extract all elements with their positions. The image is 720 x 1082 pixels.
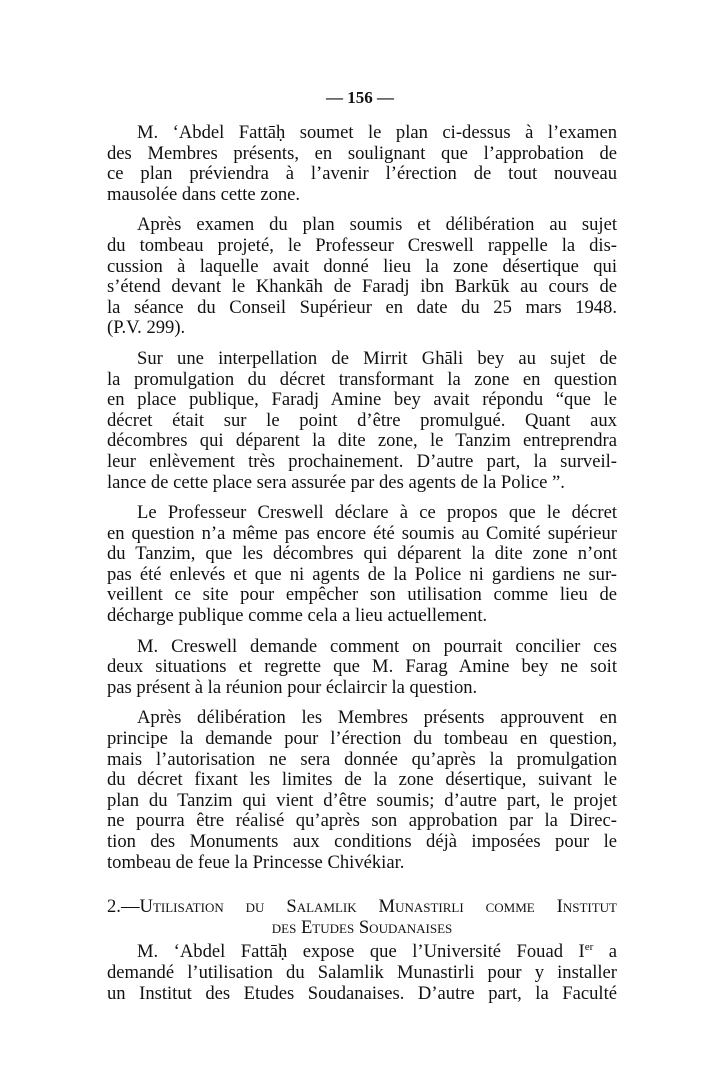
text-line: deux situations et regrette que M. Farag Amine bey ne soit [107, 656, 617, 678]
text-line: mais l’autorisation ne sera donnée qu’après la promulgation [107, 748, 617, 770]
text-line: mausolée dans cette zone. [107, 183, 301, 205]
paragraph [107, 503, 617, 627]
text-segment: M. ‘Abdel Fattāḥ expose que l’Université Fouad I [137, 941, 585, 963]
text-line: M. Creswell demande comment on pourrait concilier ces [137, 635, 617, 657]
text-line: ne pourra être réalisé qu’après son approbation par la Direc- [107, 810, 617, 832]
text-line: M. ‘Abdel Fattāḥ soumet le plan ci-dessus à l’examen [137, 122, 617, 143]
paragraphs [107, 123, 617, 873]
text-line: décret était sur le point d’être promulgué. Quant aux [107, 409, 617, 431]
text-line: Après examen du plan soumis et délibération au sujet [137, 214, 617, 236]
text-line: la séance du Conseil Supérieur en date du 25 mars 1948. [107, 296, 617, 318]
text-line: en place publique, Faradj Amine bey avait répondu “que le [107, 389, 617, 411]
section-heading-line: des Etudes Soudanaises [271, 916, 453, 938]
text-line: Le Professeur Creswell déclare à ce propos que le décret [137, 502, 617, 524]
text-segment: a [593, 941, 617, 963]
text-line: décharge publique comme cela a lieu actuellement. [107, 605, 488, 627]
section-heading-line: 2.—Utilisation du Salamlik Munastirli comme Institut [107, 896, 617, 918]
text-line: décombres qui déparent la dite zone, le Tanzim entreprendra [107, 430, 617, 452]
text-line: un Institut des Etudes Soudanaises. D’autre part, la Faculté [107, 982, 617, 1004]
text-line: Sur une interpellation de Mirrit Ghāli bey au sujet de [137, 347, 617, 369]
text-line: du tombeau projeté, le Professeur Creswell rappelle la dis- [107, 234, 617, 256]
text-line: s’étend devant le Khankāh de Faradj ibn Barkūk au cours de [107, 276, 617, 298]
text-line [107, 942, 617, 963]
text-line: principe la demande pour l’érection du tombeau en question, [107, 728, 617, 750]
page-body [107, 123, 617, 1004]
paragraph [107, 123, 617, 205]
section-heading [107, 897, 617, 938]
text-line: pas présent à la réunion pour éclaircir la question. [107, 676, 478, 698]
paragraph [107, 708, 617, 873]
text-line: tombeau de feue la Princesse Chivékiar. [107, 851, 405, 873]
text-line: veillent ce site pour empêcher son utilisation comme lieu de [107, 584, 617, 606]
text-line: tion des Monuments aux conditions déjà imposées pour le [107, 831, 617, 852]
paragraph [107, 349, 617, 493]
text-line: du Tanzim, que les décombres qui déparent la dite zone n’ont [107, 543, 617, 565]
text-line: cussion à laquelle avait donné lieu la zone désertique qui [107, 255, 617, 277]
text-line: des Membres présents, en soulignant que l’approbation de [107, 142, 617, 164]
text-line: demandé l’utilisation du Salamlik Munastirli pour y installer [107, 961, 617, 983]
text-line: lance de cette place sera assurée par des agents de la Police ”. [107, 471, 565, 493]
text-line: du décret fixant les limites de la zone désertique, suivant le [107, 769, 617, 791]
text-line: la promulgation du décret transformant la zone en question [107, 368, 617, 390]
page-number: — 156 — [326, 88, 394, 107]
paragraph [107, 942, 617, 1004]
text-line: pas été enlevés et que ni agents de la Police ni gardiens ne sur- [107, 563, 617, 585]
paragraph [107, 637, 617, 699]
text-line: Après délibération les Membres présents approuvent en [137, 707, 617, 729]
text-line: ce plan préviendra à l’avenir l’érection de tout nouveau [107, 163, 617, 185]
text-line: en question n’a même pas encore été soumis au Comité supérieur [107, 522, 617, 544]
paragraph [107, 215, 617, 339]
text-line: plan du Tanzim qui vient d’être soumis; d’autre part, le projet [107, 789, 617, 811]
text-line: leur enlèvement très prochainement. D’autre part, la surveil- [107, 450, 617, 472]
superscript: er [584, 941, 594, 954]
text-line: (P.V. 299). [107, 317, 186, 339]
